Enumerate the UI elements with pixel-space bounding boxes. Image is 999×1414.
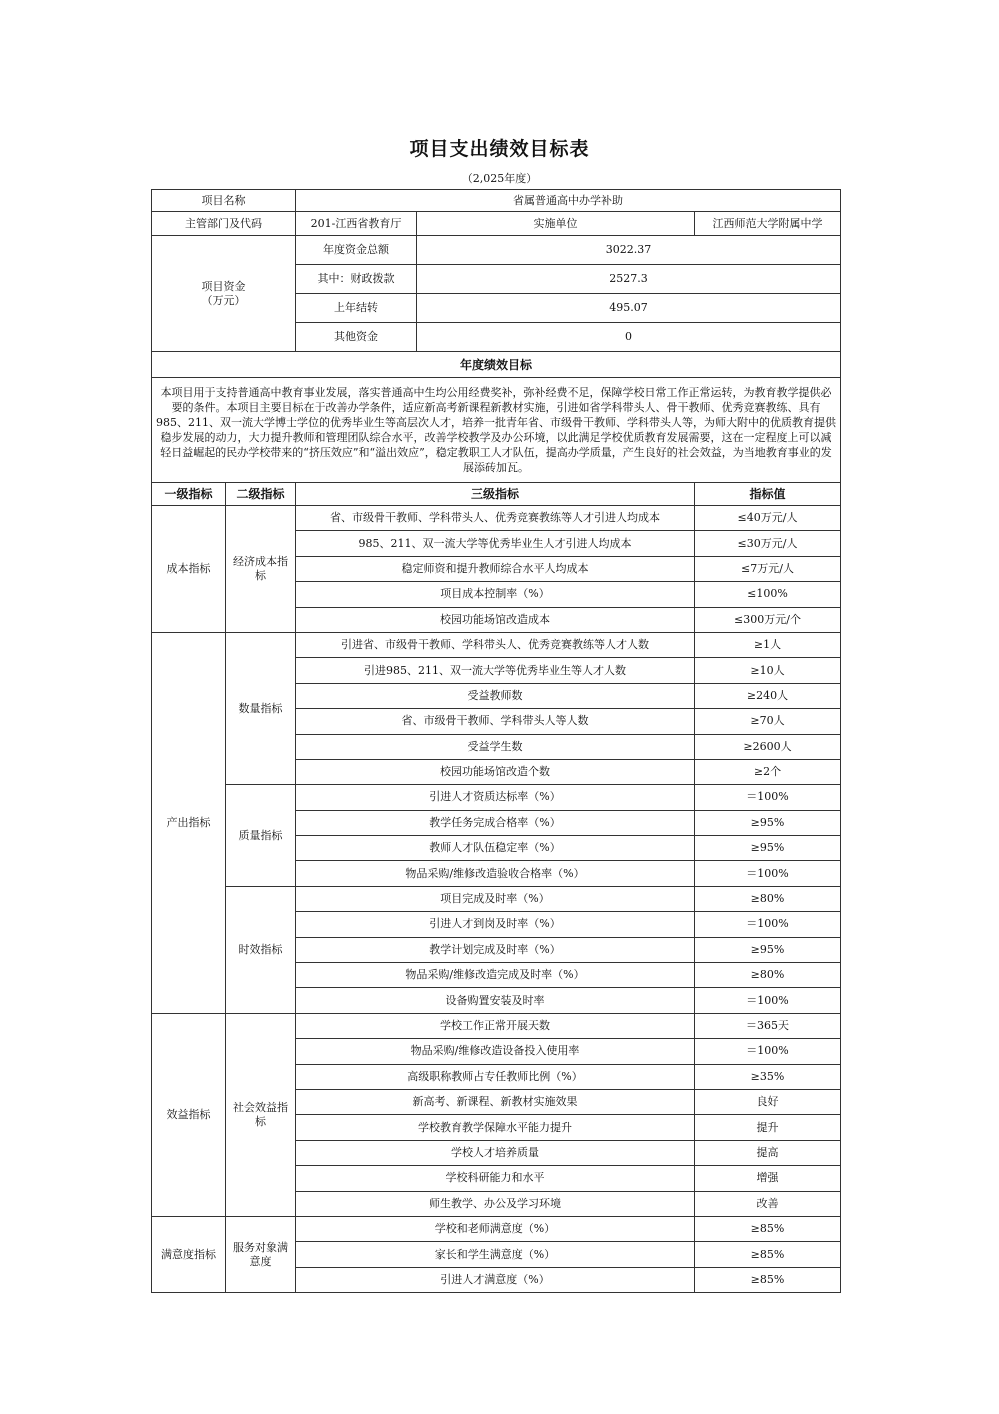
unit-label: 实施单位 [417,212,695,236]
funds-label: 项目资金 [201,279,246,293]
level2-indicator: 数量指标 [226,632,296,784]
indicator-value: ≥80% [695,886,841,911]
level1-indicator: 成本指标 [152,506,226,633]
indicator-row [152,506,841,531]
indicator-value: ≥2个 [695,759,841,784]
project-name-row [152,190,841,212]
indicator-value: ≤30万元/人 [695,531,841,556]
level3-indicator: 高级职称教师占专任教师比例（%） [296,1064,695,1089]
level3-indicator: 引进人才到岗及时率（%） [296,912,695,937]
level3-indicator: 省、市级骨干教师、学科带头人等人数 [296,709,695,734]
indicator-value: ≥1人 [695,632,841,657]
level2-indicator: 时效指标 [226,886,296,1013]
level3-indicator: 引进省、市级骨干教师、学科带头人、优秀竞赛教练等人才人数 [296,632,695,657]
funds-label-cell [152,236,296,352]
indicator-row [152,1216,841,1241]
indicator-value: ≥35% [695,1064,841,1089]
indicator-value: ＝365天 [695,1013,841,1038]
indicator-value: ＝100% [695,785,841,810]
indicator-value: ≥70人 [695,709,841,734]
indicator-row [152,632,841,657]
level3-indicator: 新高考、新课程、新教材实施效果 [296,1089,695,1114]
dept-row [152,212,841,236]
level3-indicator: 学校和老师满意度（%） [296,1216,695,1241]
level3-indicator: 校园功能场馆改造成本 [296,607,695,632]
header-value: 指标值 [695,483,841,506]
indicator-value: ≥2600人 [695,734,841,759]
level3-indicator: 受益教师数 [296,683,695,708]
funds-other-value: 0 [417,323,841,352]
unit-value: 江西师范大学附属中学 [695,212,841,236]
indicator-value: ≥85% [695,1216,841,1241]
level1-indicator: 满意度指标 [152,1216,226,1292]
level2-indicator: 服务对象满意度 [226,1216,296,1292]
level3-indicator: 家长和学生满意度（%） [296,1242,695,1267]
level3-indicator: 物品采购/维修改造完成及时率（%） [296,963,695,988]
indicator-row [152,886,841,911]
indicator-value: ＝100% [695,912,841,937]
funds-other-label: 其他资金 [296,323,417,352]
level3-indicator: 师生教学、办公及学习环境 [296,1191,695,1216]
indicator-value: 提升 [695,1115,841,1140]
indicator-value: ≥95% [695,836,841,861]
goal-text-row [152,378,841,483]
indicator-value: ≥240人 [695,683,841,708]
level3-indicator: 引进人才资质达标率（%） [296,785,695,810]
indicator-value: 改善 [695,1191,841,1216]
funds-total-value: 3022.37 [417,236,841,265]
project-name-label: 项目名称 [152,190,296,212]
indicator-value: ＝100% [695,1039,841,1064]
level3-indicator: 省、市级骨干教师、学科带头人、优秀竞赛教练等人才引进人均成本 [296,506,695,531]
level3-indicator: 稳定师资和提升教师综合水平人均成本 [296,556,695,581]
level3-indicator: 教师人才队伍稳定率（%） [296,836,695,861]
funds-unit: （万元） [201,293,246,307]
level3-indicator: 物品采购/维修改造设备投入使用率 [296,1039,695,1064]
indicator-row [152,1013,841,1038]
indicator-header-row [152,483,841,506]
dept-value: 201-江西省教育厅 [296,212,417,236]
indicator-value: ≤100% [695,582,841,607]
indicator-value: 提高 [695,1140,841,1165]
header-level1: 一级指标 [152,483,226,506]
header-level3: 三级指标 [296,483,695,506]
indicator-value: ≥85% [695,1242,841,1267]
level3-indicator: 引进985、211、双一流大学等优秀毕业生等人才人数 [296,658,695,683]
level3-indicator: 学校科研能力和水平 [296,1166,695,1191]
level3-indicator: 学校教育教学保障水平能力提升 [296,1115,695,1140]
funds-carryover-value: 495.07 [417,294,841,323]
indicator-value: ≤300万元/个 [695,607,841,632]
funds-carryover-label: 上年结转 [296,294,417,323]
level3-indicator: 教学任务完成合格率（%） [296,810,695,835]
level3-indicator: 校园功能场馆改造个数 [296,759,695,784]
level1-indicator: 产出指标 [152,632,226,1013]
indicator-value: ≤40万元/人 [695,506,841,531]
indicator-value: ≤7万元/人 [695,556,841,581]
level2-indicator: 社会效益指标 [226,1013,296,1216]
level3-indicator: 教学计划完成及时率（%） [296,937,695,962]
funds-fiscal-label: 其中：财政拨款 [296,265,417,294]
indicator-value: ≥95% [695,937,841,962]
level3-indicator: 设备购置安装及时率 [296,988,695,1013]
dept-label: 主管部门及代码 [152,212,296,236]
goal-text: 本项目用于支持普通高中教育事业发展，落实普通高中生均公用经费奖补，弥补经费不足，保障学校日常工作正常运转，为教育教学提供必要的条件。本项目主要目标在于改善办学条件，适应新高考新课程新教材实施，引进如省学科带头人、骨干教师、优秀竞赛教练、具有985、211、双一流大学博士学位的优秀毕业生等高层次人才，培养一批青年省、市级骨干教师、学科带头人等，为师大附中的优质教育提供稳步发展的动力，大力提升教师和管理团队综合水平，改善学校教学及办公环境，以此满足学校优质教育发展需要，这在一定程度上可以减轻日益崛起的民办学校带来的“挤压效应”和“溢出效应”，稳定教职工人才队伍，提高办学质量，产生良好的社会效益，为当地教育事业的发展添砖加瓦。 [152,378,841,483]
level3-indicator: 受益学生数 [296,734,695,759]
level3-indicator: 引进人才满意度（%） [296,1267,695,1292]
fiscal-year: （2,025年度） [461,172,538,185]
funds-row [152,236,841,265]
level3-indicator: 985、211、双一流大学等优秀毕业生人才引进人均成本 [296,531,695,556]
goal-header: 年度绩效目标 [152,352,841,378]
level3-indicator: 项目完成及时率（%） [296,886,695,911]
level3-indicator: 学校工作正常开展天数 [296,1013,695,1038]
indicator-row [152,785,841,810]
indicator-value: ≥80% [695,963,841,988]
header-level2: 二级指标 [226,483,296,506]
indicator-value: ＝100% [695,988,841,1013]
funds-fiscal-value: 2527.3 [417,265,841,294]
funds-total-label: 年度资金总额 [296,236,417,265]
level3-indicator: 学校人才培养质量 [296,1140,695,1165]
indicator-value: ≥85% [695,1267,841,1292]
indicator-value: ≥10人 [695,658,841,683]
indicator-value: ＝100% [695,861,841,886]
indicator-value: ≥95% [695,810,841,835]
level1-indicator: 效益指标 [152,1013,226,1216]
indicator-value: 良好 [695,1089,841,1114]
indicator-value: 增强 [695,1166,841,1191]
level3-indicator: 物品采购/维修改造验收合格率（%） [296,861,695,886]
project-name-value: 省属普通高中办学补助 [296,190,841,212]
level2-indicator: 质量指标 [226,785,296,887]
goal-header-row [152,352,841,378]
level3-indicator: 项目成本控制率（%） [296,582,695,607]
performance-table [151,189,841,1293]
page-title: 项目支出绩效目标表 [409,138,590,160]
level2-indicator: 经济成本指标 [226,506,296,633]
